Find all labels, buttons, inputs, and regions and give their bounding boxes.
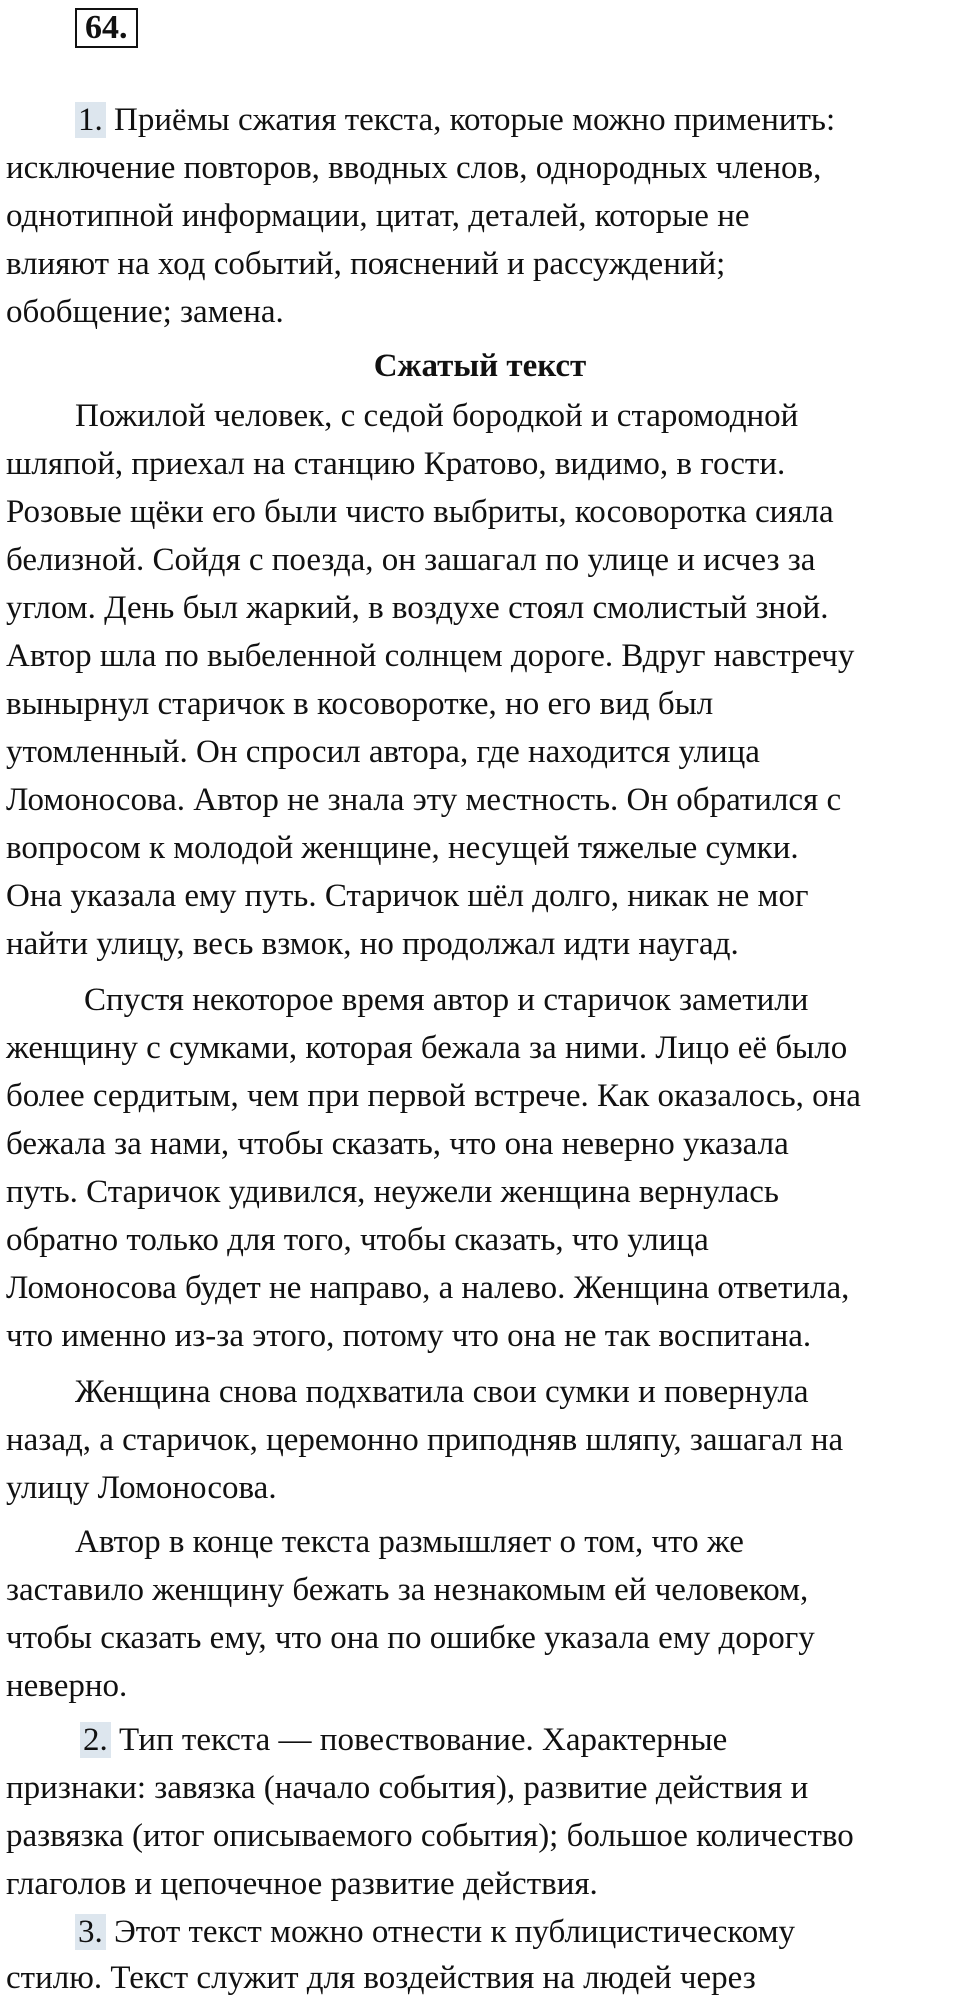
p2-line-3: развязка (итог описываемого события); большое количество	[6, 1818, 854, 1854]
section-heading: Сжатый текст	[373, 348, 587, 384]
body-line: путь. Старичок удивился, неужели женщина вернулась	[6, 1174, 779, 1210]
body-line: Ломоносова будет не направо, а налево. Женщина ответила,	[6, 1270, 850, 1306]
exercise-number: 64.	[75, 8, 138, 48]
body-line: назад, а старичок, церемонно приподняв шляпу, зашагал на	[6, 1422, 844, 1458]
body-line: Женщина снова подхватила свои сумки и повернула	[75, 1374, 809, 1410]
body-line: белизной. Сойдя с поезда, он зашагал по улице и исчез за	[6, 542, 816, 578]
body-line: Ломоносова. Автор не знала эту местность. Он обратился с	[6, 782, 842, 818]
body-line: Розовые щёки его были чисто выбриты, косоворотка сияла	[6, 494, 834, 530]
body-line: неверно.	[6, 1668, 128, 1704]
p3-marker: 3.	[75, 1914, 106, 1950]
body-line: найти улицу, весь взмок, но продолжал идти наугад.	[6, 926, 739, 962]
body-line: заставило женщину бежать за незнакомым ей человеком,	[6, 1572, 809, 1608]
body-line: углом. День был жаркий, в воздухе стоял смолистый зной.	[6, 590, 829, 626]
body-line: Спустя некоторое время автор и старичок заметили	[84, 982, 809, 1018]
body-line: обратно только для того, чтобы сказать, что улица	[6, 1222, 709, 1258]
body-line: более сердитым, чем при первой встрече. Как оказалось, она	[6, 1078, 861, 1114]
body-line: Автор шла по выбеленной солнцем дороге. Вдруг навстречу	[6, 638, 855, 674]
p1-line-1: 1. Приёмы сжатия текста, которые можно применить:	[75, 100, 835, 140]
p2-line-1: 2. Тип текста — повествование. Характерные	[80, 1720, 727, 1760]
body-line: вынырнул старичок в косоворотке, но его вид был	[6, 686, 714, 722]
p2-marker: 2.	[80, 1722, 111, 1758]
p1-line-5: обобщение; замена.	[6, 294, 284, 330]
body-line: Автор в конце текста размышляет о том, что же	[75, 1524, 744, 1560]
body-line: женщину с сумками, которая бежала за ними. Лицо её было	[6, 1030, 848, 1066]
p1-marker: 1.	[75, 102, 106, 138]
p2-line-4: глаголов и цепочечное развитие действия.	[6, 1866, 598, 1902]
p1-line-4: влияют на ход событий, пояснений и рассуждений;	[6, 246, 726, 282]
p1-line-2: исключение повторов, вводных слов, однородных членов,	[6, 150, 822, 186]
body-line: чтобы сказать ему, что она по ошибке указала ему дорогу	[6, 1620, 815, 1656]
body-line: улицу Ломоносова.	[6, 1470, 277, 1506]
p2-line-2: признаки: завязка (начало события), развитие действия и	[6, 1770, 809, 1806]
p3-line-2: стилю. Текст служит для воздействия на людей через	[6, 1960, 756, 1996]
body-line: Она указала ему путь. Старичок шёл долго, никак не мог	[6, 878, 809, 914]
p3-line-1: 3. Этот текст можно отнести к публицистическому	[75, 1912, 795, 1952]
body-line: вопросом к молодой женщине, несущей тяжелые сумки.	[6, 830, 799, 866]
body-line: шляпой, приехал на станцию Кратово, видимо, в гости.	[6, 446, 786, 482]
p1-line-3: однотипной информации, цитат, деталей, которые не	[6, 198, 750, 234]
body-line: что именно из-за этого, потому что она не так воспитана.	[6, 1318, 812, 1354]
body-line: Пожилой человек, с седой бородкой и старомодной	[75, 398, 799, 434]
body-line: утомленный. Он спросил автора, где находится улица	[6, 734, 760, 770]
body-line: бежала за нами, чтобы сказать, что она неверно указала	[6, 1126, 789, 1162]
